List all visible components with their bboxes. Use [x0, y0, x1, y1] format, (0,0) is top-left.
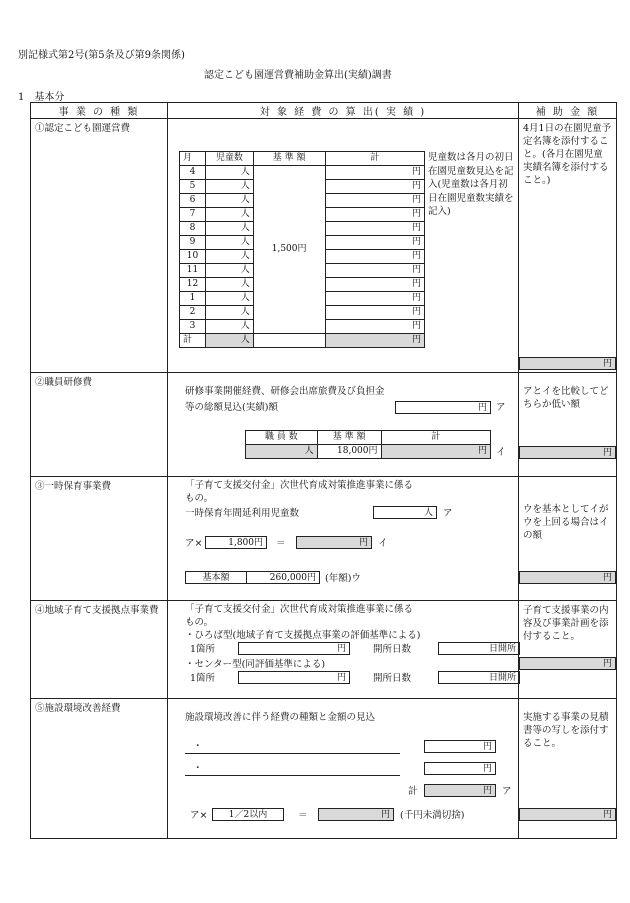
s3-base-label: 基本額	[185, 571, 247, 584]
table-row	[180, 166, 425, 180]
s5-item-1-amount[interactable]: 円	[424, 740, 496, 753]
s5-text1: 施設環境改善に伴う経費の種類と金額の見込	[185, 712, 376, 723]
row-calc-s1	[168, 119, 519, 373]
amount-output-s5[interactable]: 円	[519, 808, 616, 821]
children-input[interactable]: 人	[205, 180, 253, 194]
total-input[interactable]: 円	[325, 222, 425, 236]
s3-base-value: 260,000円	[246, 571, 320, 584]
s4-center-amount-input[interactable]: 円	[238, 671, 350, 684]
staff-total-output: 円	[381, 445, 490, 459]
s3-children-input[interactable]: 人	[373, 506, 437, 519]
s3-rate: 1,800円	[205, 536, 267, 549]
sum-total: 円	[325, 334, 425, 348]
month-cell: 5	[180, 180, 206, 194]
s5-formula-prefix: ア×	[190, 810, 208, 821]
s2-text1: 研修事業開催経費、研修会出席旅費及び負担金	[185, 386, 385, 397]
children-input[interactable]: 人	[205, 292, 253, 306]
sum-row	[180, 334, 425, 348]
children-input[interactable]: 人	[205, 222, 253, 236]
month-cell: 3	[180, 320, 206, 334]
s2-text2: 等の総額見込(実績)額	[185, 402, 278, 413]
row-calc-s5	[168, 699, 519, 839]
s3-equals: ＝	[276, 538, 286, 549]
sum-children: 人	[205, 334, 253, 348]
staff-base-amount: 18,000円	[317, 445, 381, 459]
row-amount-s4	[519, 601, 617, 699]
children-input[interactable]: 人	[205, 208, 253, 222]
s5-result-output: 円	[318, 808, 394, 821]
row-amount-s2	[519, 373, 617, 477]
row-kind-s3	[31, 477, 168, 601]
amount-note-s5: 実施する事業の見積書等の写しを添付すること。	[523, 712, 609, 749]
kind-label-s2: ②職員研修費	[35, 377, 93, 388]
sum-label: 計	[180, 334, 206, 348]
hdr-base: 基 準 額	[253, 152, 325, 166]
children-input[interactable]: 人	[205, 264, 253, 278]
total-input[interactable]: 円	[325, 236, 425, 250]
kind-label-s3: ③一時保育事業費	[35, 481, 112, 492]
month-cell: 6	[180, 194, 206, 208]
col-header-amount: 補 助 金 額	[519, 103, 617, 119]
total-input[interactable]: 円	[325, 166, 425, 180]
row-kind-s4	[31, 601, 168, 699]
s3-text2: もの。	[185, 493, 214, 504]
s3-mark-a: ア	[443, 508, 453, 519]
s4-text1: 「子育て支援交付金」次世代育成対策推進事業に係る	[185, 604, 414, 615]
total-input[interactable]: 円	[325, 264, 425, 278]
month-cell: 7	[180, 208, 206, 222]
row-calc-s2	[168, 373, 519, 477]
s3-text3: 一時保育年間延利用児童数	[185, 508, 300, 519]
row-calc-s4	[168, 601, 519, 699]
children-input[interactable]: 人	[205, 194, 253, 208]
form-reference: 別記様式第2号(第5条及び第9条関係)	[18, 50, 185, 61]
amount-output-s4[interactable]: 円	[519, 657, 616, 670]
row-kind-s1	[31, 119, 168, 373]
s5-mark-a: ア	[502, 786, 512, 797]
month-cell: 8	[180, 222, 206, 236]
s5-bullet-1: ・	[193, 741, 203, 752]
s4-text2: もの。	[185, 617, 214, 628]
s4-center: ・センター型(同評価基準による)	[185, 659, 326, 670]
s4-hiroba-open-days: 開所日数	[373, 644, 412, 655]
children-input[interactable]: 人	[205, 236, 253, 250]
s4-center-places: 1箇所	[190, 673, 216, 684]
s3-mark-i: イ	[378, 538, 388, 549]
sum-base-empty	[253, 334, 325, 348]
row-amount-s1	[519, 119, 617, 373]
amount-note-s1: 4月1日の在園児童予定名簿を添付すること。(各月在園児童実績名簿を添付すること。)	[523, 123, 612, 186]
s5-rate: 1／2以内	[212, 808, 284, 821]
month-cell: 4	[180, 166, 206, 180]
amount-output-s2[interactable]: 円	[519, 446, 616, 459]
month-cell: 1	[180, 292, 206, 306]
s2-mark-i: イ	[496, 447, 506, 458]
month-cell: 2	[180, 306, 206, 320]
total-input[interactable]: 円	[325, 320, 425, 334]
row-kind-s5	[31, 699, 168, 839]
total-input[interactable]: 円	[325, 180, 425, 194]
col-header-kind: 事 業 の 種 類	[31, 103, 168, 119]
amount-note-s3: ウを基本としてイがウを上回る場合はイの額	[523, 504, 609, 541]
s5-sum-output: 円	[424, 784, 496, 797]
s4-hiroba: ・ひろば型(地域子育て支援拠点事業の評価基準による)	[185, 630, 421, 641]
kind-label-s1: ①認定こども園運営費	[35, 123, 131, 134]
hdr-total: 計	[381, 431, 490, 445]
row-amount-s5	[519, 699, 617, 839]
children-note: 児童数は各月の初日在園児童数見込を記入(児童数は各月初日在園児童数実績を記入)	[428, 152, 514, 217]
col-header-calc: 対 象 経 費 の 算 出( 実 績 )	[168, 103, 519, 119]
s5-item-2-line[interactable]	[185, 775, 400, 776]
s4-center-days-input[interactable]: 日開所	[438, 671, 520, 684]
staff-count-input[interactable]: 人	[246, 445, 318, 459]
amount-note-s2: アとイを比較してどちらか低い額	[523, 386, 609, 410]
s5-bullet-2: ・	[193, 763, 203, 774]
children-input[interactable]: 人	[205, 306, 253, 320]
s2-total-expense-input[interactable]: 円	[395, 401, 491, 414]
total-input[interactable]: 円	[325, 208, 425, 222]
document-title: 認定こども園運営費補助金算出(実績)調書	[204, 70, 392, 81]
total-input[interactable]: 円	[325, 250, 425, 264]
s4-hiroba-amount-input[interactable]: 円	[238, 642, 350, 655]
monthly-children-table	[179, 151, 425, 348]
total-input[interactable]: 円	[325, 194, 425, 208]
kind-label-s5: ⑤施設環境改善経費	[35, 703, 121, 714]
month-cell: 12	[180, 278, 206, 292]
row-calc-s3	[168, 477, 519, 601]
s5-equals: ＝	[298, 810, 308, 821]
s3-text1: 「子育て支援交付金」次世代育成対策推進事業に係る	[185, 480, 414, 491]
s3-result-output: 円	[296, 536, 372, 549]
children-input[interactable]: 人	[205, 166, 253, 180]
s5-item-2-amount[interactable]: 円	[424, 762, 496, 775]
hdr-staff: 職 員 数	[246, 431, 318, 445]
s3-formula-prefix: ア×	[185, 538, 203, 549]
s4-center-open-days: 開所日数	[373, 673, 412, 684]
month-cell: 11	[180, 264, 206, 278]
amount-output-s1[interactable]: 円	[519, 357, 616, 370]
amount-note-s4: 子育て支援事業の内容及び事業計画を添付すること。	[523, 605, 609, 642]
hdr-month: 月	[180, 152, 206, 166]
calculation-table	[30, 102, 617, 839]
s4-hiroba-days-input[interactable]: 日開所	[438, 642, 520, 655]
s5-sum-label: 計	[408, 786, 418, 797]
hdr-children: 児童数	[205, 152, 253, 166]
children-input[interactable]: 人	[205, 278, 253, 292]
children-input[interactable]: 人	[205, 320, 253, 334]
hdr-total: 計	[325, 152, 425, 166]
total-input[interactable]: 円	[325, 306, 425, 320]
s3-base-suffix: (年額)ウ	[325, 573, 361, 584]
s2-mark-a: ア	[496, 402, 506, 413]
s4-hiroba-places: 1箇所	[190, 644, 216, 655]
month-cell: 10	[180, 250, 206, 264]
children-input[interactable]: 人	[205, 250, 253, 264]
month-cell: 9	[180, 236, 206, 250]
amount-output-s3[interactable]: 円	[519, 571, 616, 584]
kind-label-s4: ④地域子育て支援拠点事業費	[35, 605, 159, 616]
hdr-base: 基 準 額	[317, 431, 381, 445]
section-label: 1 基本分	[18, 92, 65, 103]
total-input[interactable]: 円	[325, 292, 425, 306]
row-kind-s2	[31, 373, 168, 477]
s5-item-1-line[interactable]	[185, 753, 400, 754]
base-amount: 1,500円	[253, 166, 325, 334]
row-amount-s3	[519, 477, 617, 601]
s5-suffix: (千円未満切捨)	[400, 810, 465, 821]
staff-table	[245, 430, 491, 459]
total-input[interactable]: 円	[325, 278, 425, 292]
